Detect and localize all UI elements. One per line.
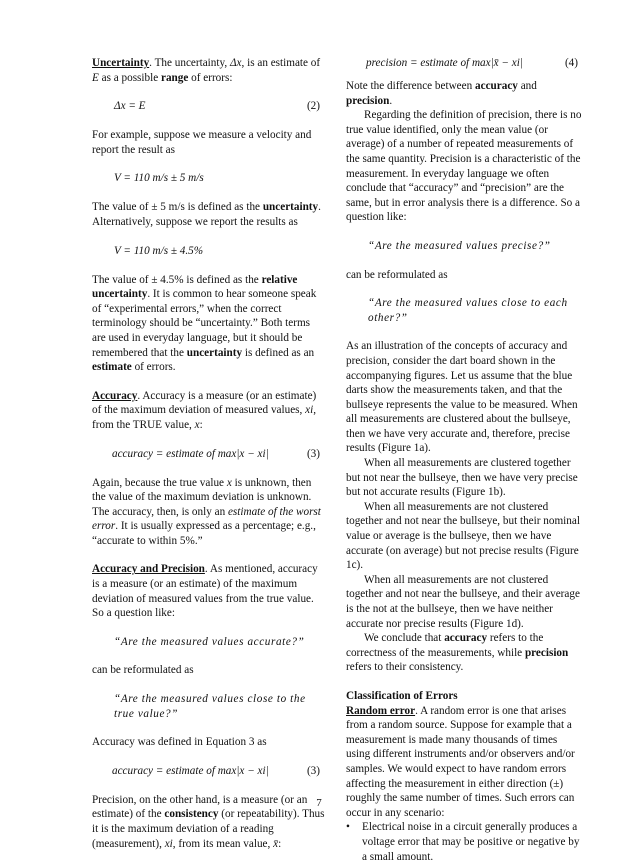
term-estimate: estimate bbox=[92, 361, 132, 374]
text: , from its mean value, bbox=[172, 837, 274, 850]
equation-2 bbox=[92, 99, 326, 114]
quote: “Are the measured values precise?” bbox=[368, 239, 551, 252]
term-accuracy: Accuracy bbox=[92, 389, 138, 402]
list-item bbox=[346, 820, 584, 864]
equation-3 bbox=[92, 447, 326, 462]
text: . It is common to hear someone speak of “experimental errors,” when the correct terminology should be “uncertainty.” Both terms are used in everyday language, but it should be remembered that the bbox=[92, 288, 317, 359]
paragraph: When all measurements are not clustered together and not near the bullseye, and their average is the not at the bullseye, then we have neither accurate nor precise results (Figure 1d). bbox=[346, 573, 580, 630]
text: The value of ± 5 m/s is defined as the bbox=[92, 201, 263, 214]
accuracy-paragraph bbox=[92, 389, 326, 433]
quote: “Are the measured values close to each other?” bbox=[368, 297, 568, 324]
term-accuracy-and-precision: Accuracy and Precision bbox=[92, 563, 205, 576]
text: Precision, on the other hand, is a measure (or an estimate) of the bbox=[92, 793, 308, 821]
text: Note the difference between bbox=[346, 80, 476, 92]
text: We conclude that bbox=[364, 632, 445, 645]
equation-4 bbox=[346, 56, 584, 71]
text: . Alternatively, suppose we report the results as bbox=[92, 201, 321, 228]
equation-velocity-2 bbox=[92, 244, 326, 259]
paragraph: When all measurements are clustered together but not near the bullseye, then we have very precise but not accurate results (Figure 1b). bbox=[346, 457, 578, 499]
text: and bbox=[517, 80, 537, 92]
term-uncertainty: Uncertainty bbox=[92, 57, 150, 69]
text: , from the TRUE value, bbox=[92, 404, 317, 431]
text: . Accuracy is a measure (or an estimate) of the maximum deviation of measured values, bbox=[92, 389, 317, 417]
quote: “Are the measured values accurate?” bbox=[114, 635, 305, 648]
term-precision: precision bbox=[346, 94, 390, 107]
term-precision: precision bbox=[524, 646, 569, 659]
text: is unknown, then the value of the maximum deviation is unknown. The accuracy, then, is only an bbox=[92, 476, 312, 518]
heading-text: Classification of Errors bbox=[346, 689, 458, 702]
paragraph bbox=[92, 273, 326, 375]
text: of errors: bbox=[188, 71, 233, 84]
uncertainty-paragraph bbox=[92, 56, 326, 85]
text: of errors. bbox=[131, 361, 176, 374]
equation-text: accuracy = estimate of max|x − xi| bbox=[112, 447, 269, 460]
paragraph bbox=[92, 200, 326, 229]
text: Again, because the true value bbox=[92, 476, 227, 489]
var-xi: xi bbox=[305, 404, 314, 417]
equation-velocity-1 bbox=[92, 171, 326, 186]
left-column bbox=[92, 56, 326, 851]
equation-number: (3) bbox=[306, 447, 320, 460]
text: as a possible bbox=[98, 71, 161, 84]
text: , is an estimate of bbox=[241, 57, 321, 69]
quote: “Are the measured values close to the true value?” bbox=[114, 693, 306, 720]
equation-text: precision = estimate of max|x̄ − xi| bbox=[366, 57, 523, 69]
paragraph: can be reformulated as bbox=[346, 268, 448, 281]
var-x: x bbox=[226, 476, 232, 489]
var-xi: xi bbox=[164, 837, 173, 850]
term-uncertainty: uncertainty bbox=[186, 346, 243, 359]
list-item-text: Electrical noise in a circuit generally produces a voltage error that may be positive or negative by a small amount. bbox=[362, 821, 580, 863]
equation-text: V = 110 m/s ± 5 m/s bbox=[114, 172, 204, 185]
accuracy-precision-paragraph bbox=[92, 562, 326, 620]
paragraph: For example, suppose we measure a velocity and report the result as bbox=[92, 129, 312, 156]
paragraph bbox=[346, 79, 584, 108]
term-relative-uncertainty: relative uncertainty bbox=[92, 273, 298, 301]
equation-text: Δx = E bbox=[114, 100, 146, 113]
text: refers to the correctness of the measurements, while bbox=[346, 632, 544, 659]
paragraph: Accuracy was defined in Equation 3 as bbox=[92, 736, 267, 749]
var-delta-x: Δx bbox=[229, 57, 242, 69]
var-x: x bbox=[194, 418, 200, 431]
right-column bbox=[346, 56, 584, 864]
equation-3-repeat bbox=[92, 764, 326, 779]
text: refers to their consistency. bbox=[346, 661, 464, 674]
term-accuracy: accuracy bbox=[475, 80, 518, 92]
page-number: 7 bbox=[316, 797, 322, 809]
text: (or repeatability). Thus it is the maximum deviation of a reading (measurement), bbox=[92, 808, 325, 850]
equation-text: accuracy = estimate of max|x − xi| bbox=[112, 764, 269, 777]
term-accuracy: accuracy bbox=[444, 632, 488, 645]
text: . A random error is one that arises from a random source. Suppose for example that a measurement is made many thousands of times using different instruments and/or observers and/or samples. We would expect to have random errors affecting the measurement in either direction (±) roughly the same number of times. Such errors can occur in any scenario: bbox=[346, 704, 575, 819]
text: . It is usually expressed as a percentage; e.g., “accurate to within 5%.” bbox=[92, 520, 316, 547]
term-uncertainty: uncertainty bbox=[262, 201, 319, 214]
section-heading bbox=[346, 689, 584, 704]
text: . bbox=[389, 94, 393, 107]
bullet-icon: • bbox=[346, 821, 350, 834]
paragraph: As an illustration of the concepts of accuracy and precision, consider the dart board shown in the accompanying figures. Let us assume that the blue darts show the measurements taken, and that the bullseye represents the value to be measured. When all measurements are clustered about the bullseye, then we have very accurate and, therefore, precise results (Figure 1a). bbox=[346, 340, 578, 455]
term-random-error: Random error bbox=[346, 704, 416, 717]
text: The value of ± 4.5% is defined as the bbox=[92, 273, 262, 286]
text: is defined as an bbox=[242, 346, 315, 359]
equation-number: (4) bbox=[564, 57, 578, 69]
text: . As mentioned, accuracy is a measure (or an estimate) of the maximum deviation of measured values from the true value. So a question like: bbox=[92, 563, 318, 620]
var-e: E bbox=[92, 71, 99, 84]
term-consistency: consistency bbox=[164, 808, 219, 821]
paragraph bbox=[346, 631, 584, 675]
paragraph: can be reformulated as bbox=[92, 664, 194, 677]
equation-text: V = 110 m/s ± 4.5% bbox=[114, 244, 204, 257]
paragraph bbox=[92, 476, 326, 549]
text: : bbox=[199, 418, 203, 431]
text: . The uncertainty, bbox=[149, 57, 230, 69]
var-x-bar: x̄ bbox=[273, 837, 279, 850]
text: : bbox=[278, 837, 282, 850]
paragraph: When all measurements are not clustered together and not near the bullseye, but their nominal value or average is the bullseye, then we have accurate (on average) but not precise results (Figure 1c). bbox=[346, 500, 580, 572]
equation-number: (3) bbox=[306, 764, 320, 777]
equation-number: (2) bbox=[306, 100, 320, 113]
emphasis: estimate of the worst error bbox=[92, 505, 321, 533]
paragraph: Regarding the definition of precision, there is no true value identified, only the mean value (or average) of a number of repeated measurements of the same quantity. Precision is a characteristic of the measurement. In everyday language we often conclude that “accuracy” and “precision” are the same, but in error analysis there is a difference. So a question like: bbox=[346, 109, 582, 224]
term-range: range bbox=[161, 71, 189, 84]
